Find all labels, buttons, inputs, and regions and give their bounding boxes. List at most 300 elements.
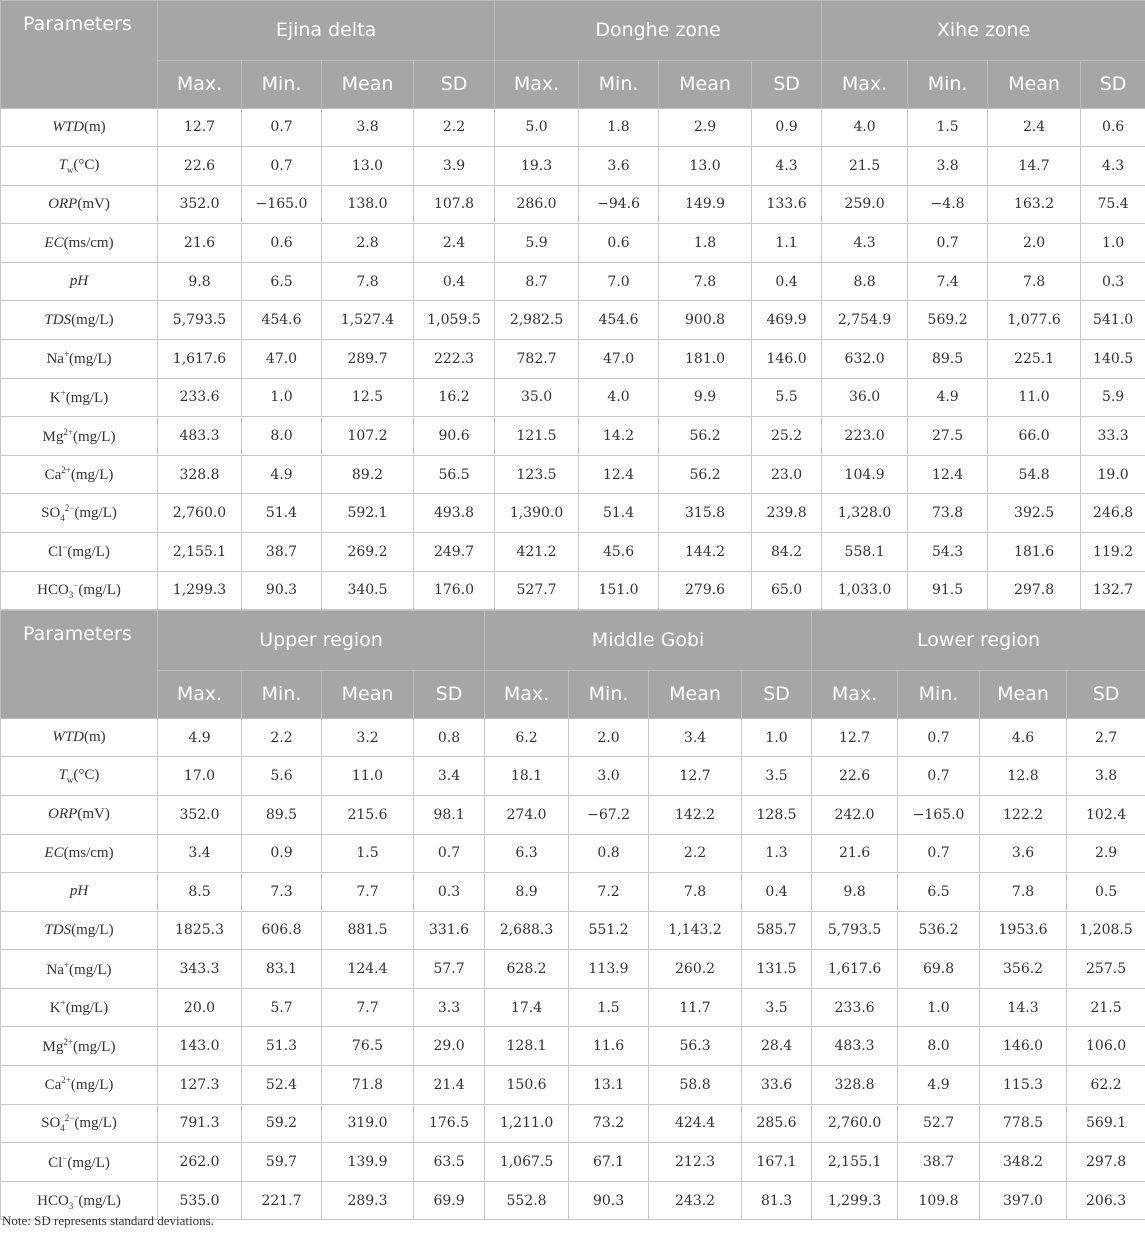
- table-cell: 45.6: [579, 533, 659, 572]
- table-row: [1, 718, 1145, 757]
- table-cell: 4.3: [752, 147, 822, 186]
- table-cell: 0.7: [414, 834, 485, 873]
- row-label: $SO_4^{2-}(mg/L)$: [1, 1104, 158, 1143]
- table-cell: 2.2: [414, 108, 495, 147]
- table-cell: 63.5: [414, 1143, 485, 1182]
- table-cell: 124.4: [322, 950, 414, 989]
- stat-header: Max.: [822, 60, 908, 108]
- table-cell: 7.8: [980, 873, 1067, 912]
- group-header: Lower region: [812, 611, 1145, 671]
- table-cell: 289.7: [322, 340, 414, 379]
- group-header: Xihe zone: [822, 1, 1145, 61]
- table-row: [1, 224, 1145, 263]
- table-cell: 56.5: [414, 455, 495, 494]
- table-cell: 12.7: [812, 718, 898, 757]
- table-cell: 6.3: [485, 834, 569, 873]
- table-cell: 38.7: [242, 533, 322, 572]
- table-cell: 123.5: [495, 455, 579, 494]
- table-cell: 297.8: [1067, 1143, 1145, 1182]
- table-cell: 11.6: [569, 1027, 649, 1066]
- table-cell: 107.8: [414, 185, 495, 224]
- table-cell: 262.0: [158, 1143, 242, 1182]
- table-cell: 628.2: [485, 950, 569, 989]
- table-cell: 149.9: [659, 185, 752, 224]
- table-cell: 3.6: [980, 834, 1067, 873]
- table-cell: 493.8: [414, 494, 495, 533]
- table-cell: −94.6: [579, 185, 659, 224]
- table-cell: 181.0: [659, 340, 752, 379]
- table-cell: 4.0: [822, 108, 908, 147]
- table-cell: 352.0: [158, 185, 242, 224]
- table-cell: 527.7: [495, 571, 579, 610]
- table-cell: 0.5: [1067, 873, 1145, 912]
- table-cell: 3.2: [322, 718, 414, 757]
- table-cell: 75.4: [1081, 185, 1145, 224]
- table-row: [1, 1104, 1145, 1143]
- table-cell: 163.2: [988, 185, 1081, 224]
- stat-header: SD: [742, 670, 812, 718]
- table-cell: 257.5: [1067, 950, 1145, 989]
- table-cell: 5,793.5: [158, 301, 242, 340]
- table-cell: 225.1: [988, 340, 1081, 379]
- stat-header: Min.: [898, 670, 980, 718]
- table-cell: 233.6: [812, 988, 898, 1027]
- table-cell: 454.6: [579, 301, 659, 340]
- table-cell: 8.0: [242, 417, 322, 456]
- table-cell: 144.2: [659, 533, 752, 572]
- table-cell: 0.6: [579, 224, 659, 263]
- table-cell: 4.6: [980, 718, 1067, 757]
- table-cell: 8.5: [158, 873, 242, 912]
- table-cell: 3.6: [579, 147, 659, 186]
- table-cell: 11.0: [988, 378, 1081, 417]
- table-cell: 2.4: [414, 224, 495, 263]
- table-2: [0, 610, 1145, 1220]
- row-label: EC(ms/cm): [1, 224, 158, 263]
- table-cell: 84.2: [752, 533, 822, 572]
- table-cell: 782.7: [495, 340, 579, 379]
- table-cell: 2.2: [242, 718, 322, 757]
- table-cell: 1,617.6: [812, 950, 898, 989]
- table-cell: 5.9: [1081, 378, 1145, 417]
- table-cell: 127.3: [158, 1066, 242, 1105]
- table-cell: 541.0: [1081, 301, 1145, 340]
- table-cell: 104.9: [822, 455, 908, 494]
- table-cell: 260.2: [649, 950, 742, 989]
- table-cell: 21.6: [812, 834, 898, 873]
- stat-header: Min.: [908, 60, 988, 108]
- table-cell: 7.8: [659, 262, 752, 301]
- table-cell: 356.2: [980, 950, 1067, 989]
- table-cell: 2,155.1: [158, 533, 242, 572]
- row-label: TDS(mg/L): [1, 301, 158, 340]
- stat-header: Min.: [242, 60, 322, 108]
- table-cell: 328.8: [812, 1066, 898, 1105]
- table-cell: 3.4: [649, 718, 742, 757]
- table-cell: 67.1: [569, 1143, 649, 1182]
- table-row: [1, 795, 1145, 834]
- table-row: [1, 1143, 1145, 1182]
- table-cell: 11.0: [322, 757, 414, 796]
- table-cell: 632.0: [822, 340, 908, 379]
- table-cell: 259.0: [822, 185, 908, 224]
- table-cell: 206.3: [1067, 1181, 1145, 1220]
- table-cell: 47.0: [579, 340, 659, 379]
- table-cell: 56.3: [649, 1027, 742, 1066]
- row-label: $HCO_3^-(mg/L)$: [1, 571, 158, 610]
- table-cell: 1.1: [752, 224, 822, 263]
- stat-header: SD: [1067, 670, 1145, 718]
- table-cell: 21.5: [822, 147, 908, 186]
- table-cell: 33.3: [1081, 417, 1145, 456]
- row-label: TDS(mg/L): [1, 911, 158, 950]
- table-cell: 1.8: [659, 224, 752, 263]
- table-cell: 35.0: [495, 378, 579, 417]
- table-cell: 1,299.3: [812, 1181, 898, 1220]
- table-cell: 7.8: [649, 873, 742, 912]
- table-cell: 249.7: [414, 533, 495, 572]
- table-cell: 16.2: [414, 378, 495, 417]
- table-row: [1, 834, 1145, 873]
- table-cell: 56.2: [659, 417, 752, 456]
- row-label: pH: [1, 262, 158, 301]
- table-row: [1, 911, 1145, 950]
- table-cell: 1,208.5: [1067, 911, 1145, 950]
- table-row: [1, 108, 1145, 147]
- table-cell: 4.3: [822, 224, 908, 263]
- table-cell: 348.2: [980, 1143, 1067, 1182]
- table-cell: 343.3: [158, 950, 242, 989]
- table-cell: 139.9: [322, 1143, 414, 1182]
- table-cell: 76.5: [322, 1027, 414, 1066]
- table-row: [1, 1066, 1145, 1105]
- table-cell: 585.7: [742, 911, 812, 950]
- parameters-header: Parameters: [1, 1, 158, 61]
- table-cell: 65.0: [752, 571, 822, 610]
- table-cell: 7.3: [242, 873, 322, 912]
- table-cell: 181.6: [988, 533, 1081, 572]
- table-cell: 150.6: [485, 1066, 569, 1105]
- table-cell: 0.4: [752, 262, 822, 301]
- table-cell: 9.8: [812, 873, 898, 912]
- table-cell: 469.9: [752, 301, 822, 340]
- table-cell: 791.3: [158, 1104, 242, 1143]
- table-cell: 107.2: [322, 417, 414, 456]
- table-cell: 592.1: [322, 494, 414, 533]
- table-row: [1, 147, 1145, 186]
- table-cell: 552.8: [485, 1181, 569, 1220]
- table-cell: 56.2: [659, 455, 752, 494]
- table-cell: 569.1: [1067, 1104, 1145, 1143]
- row-label: $HCO_3^-(mg/L)$: [1, 1181, 158, 1220]
- table-cell: 0.7: [898, 718, 980, 757]
- table-cell: 121.5: [495, 417, 579, 456]
- parameters-header-spacer: [1, 670, 158, 718]
- table-cell: 483.3: [158, 417, 242, 456]
- table-cell: 3.5: [742, 757, 812, 796]
- table-cell: 1,033.0: [822, 571, 908, 610]
- row-label: Na+(mg/L): [1, 950, 158, 989]
- table-cell: 90.3: [569, 1181, 649, 1220]
- table-cell: 122.2: [980, 795, 1067, 834]
- table-cell: 331.6: [414, 911, 485, 950]
- table-cell: 12.5: [322, 378, 414, 417]
- table-cell: 19.3: [495, 147, 579, 186]
- table-cell: 83.1: [242, 950, 322, 989]
- table-row: [1, 873, 1145, 912]
- table-cell: 242.0: [812, 795, 898, 834]
- table-cell: 352.0: [158, 795, 242, 834]
- table-cell: 131.5: [742, 950, 812, 989]
- table-cell: 1.8: [579, 108, 659, 147]
- table-cell: 315.8: [659, 494, 752, 533]
- table-cell: 246.8: [1081, 494, 1145, 533]
- table-row: [1, 262, 1145, 301]
- row-label: K+(mg/L): [1, 378, 158, 417]
- table-cell: 606.8: [242, 911, 322, 950]
- table-cell: 5.6: [242, 757, 322, 796]
- table-cell: 29.0: [414, 1027, 485, 1066]
- table-cell: 8.7: [495, 262, 579, 301]
- table-cell: 1,067.5: [485, 1143, 569, 1182]
- table-cell: 1,143.2: [649, 911, 742, 950]
- table-cell: 2,760.0: [812, 1104, 898, 1143]
- stat-header: SD: [1081, 60, 1145, 108]
- table-row: [1, 301, 1145, 340]
- row-label: WTD(m): [1, 718, 158, 757]
- table-cell: 2,982.5: [495, 301, 579, 340]
- table-cell: 9.9: [659, 378, 752, 417]
- table-cell: 4.0: [579, 378, 659, 417]
- table-cell: 73.2: [569, 1104, 649, 1143]
- table-cell: 3.8: [908, 147, 988, 186]
- table-cell: 151.0: [579, 571, 659, 610]
- table-cell: 900.8: [659, 301, 752, 340]
- table-cell: 421.2: [495, 533, 579, 572]
- stat-header: Max.: [495, 60, 579, 108]
- table-cell: 1.5: [569, 988, 649, 1027]
- table-row: [1, 455, 1145, 494]
- table-cell: 454.6: [242, 301, 322, 340]
- row-label: EC(ms/cm): [1, 834, 158, 873]
- table-cell: 233.6: [158, 378, 242, 417]
- table-cell: 535.0: [158, 1181, 242, 1220]
- table-cell: 38.7: [898, 1143, 980, 1182]
- stat-header: SD: [414, 60, 495, 108]
- stat-header: SD: [414, 670, 485, 718]
- group-header: Ejina delta: [158, 1, 495, 61]
- table-cell: 13.0: [659, 147, 752, 186]
- table-cell: 54.3: [908, 533, 988, 572]
- stat-header: SD: [752, 60, 822, 108]
- table-cell: 52.7: [898, 1104, 980, 1143]
- table-cell: 4.9: [158, 718, 242, 757]
- table-cell: 1,390.0: [495, 494, 579, 533]
- table-cell: 0.7: [242, 147, 322, 186]
- table-cell: 22.6: [158, 147, 242, 186]
- table-cell: 109.8: [898, 1181, 980, 1220]
- table-cell: 223.0: [822, 417, 908, 456]
- table-cell: 778.5: [980, 1104, 1067, 1143]
- table-note: Note: SD represents standard deviations.: [2, 1213, 214, 1228]
- table-cell: 62.2: [1067, 1066, 1145, 1105]
- table-cell: 1,527.4: [322, 301, 414, 340]
- row-label: $Ca^{2+}(mg/L)$: [1, 1066, 158, 1105]
- table-cell: 17.4: [485, 988, 569, 1027]
- table-cell: 57.7: [414, 950, 485, 989]
- table-cell: 0.7: [898, 757, 980, 796]
- table-cell: 0.6: [242, 224, 322, 263]
- table-cell: 2.0: [988, 224, 1081, 263]
- table-cell: 2.0: [569, 718, 649, 757]
- row-label: $Mg^{2+}(mg/L)$: [1, 417, 158, 456]
- table-cell: 20.0: [158, 988, 242, 1027]
- stat-header: Max.: [158, 670, 242, 718]
- table-cell: 23.0: [752, 455, 822, 494]
- table-cell: 1825.3: [158, 911, 242, 950]
- table-1: [0, 0, 1145, 610]
- table-cell: 0.7: [898, 834, 980, 873]
- stat-header: Mean: [988, 60, 1081, 108]
- table-cell: 81.3: [742, 1181, 812, 1220]
- table-cell: 51.3: [242, 1027, 322, 1066]
- stat-header: Mean: [322, 670, 414, 718]
- table-row: [1, 185, 1145, 224]
- table-cell: 212.3: [649, 1143, 742, 1182]
- table-cell: 1.3: [742, 834, 812, 873]
- table-cell: 133.6: [752, 185, 822, 224]
- table-cell: 2.9: [1067, 834, 1145, 873]
- table-cell: 3.0: [569, 757, 649, 796]
- stat-header: Mean: [980, 670, 1067, 718]
- stat-header: Min.: [579, 60, 659, 108]
- table-cell: 558.1: [822, 533, 908, 572]
- row-label: Cl−(mg/L): [1, 1143, 158, 1182]
- table-cell: 176.0: [414, 571, 495, 610]
- table-cell: 128.1: [485, 1027, 569, 1066]
- table-cell: 89.5: [908, 340, 988, 379]
- stat-header: Min.: [569, 670, 649, 718]
- table-cell: 2,155.1: [812, 1143, 898, 1182]
- table-row: [1, 417, 1145, 456]
- table-cell: 0.9: [242, 834, 322, 873]
- table-cell: 22.6: [812, 757, 898, 796]
- table-cell: 269.2: [322, 533, 414, 572]
- stat-header: Min.: [242, 670, 322, 718]
- table-cell: 1,328.0: [822, 494, 908, 533]
- table-cell: 13.1: [569, 1066, 649, 1105]
- table-cell: 0.8: [414, 718, 485, 757]
- table-cell: 7.7: [322, 873, 414, 912]
- table-cell: 12.8: [980, 757, 1067, 796]
- table-cell: 1.0: [242, 378, 322, 417]
- table-cell: 52.4: [242, 1066, 322, 1105]
- table-cell: 4.9: [242, 455, 322, 494]
- table-cell: 3.3: [414, 988, 485, 1027]
- table-cell: 1,299.3: [158, 571, 242, 610]
- table-cell: 5.7: [242, 988, 322, 1027]
- table-cell: −67.2: [569, 795, 649, 834]
- table-cell: 1.0: [1081, 224, 1145, 263]
- table-cell: 274.0: [485, 795, 569, 834]
- table-cell: 11.7: [649, 988, 742, 1027]
- table-row: [1, 533, 1145, 572]
- row-label: pH: [1, 873, 158, 912]
- table-row: [1, 494, 1145, 533]
- table-cell: 7.8: [988, 262, 1081, 301]
- row-label: ORP(mV): [1, 795, 158, 834]
- table-cell: 102.4: [1067, 795, 1145, 834]
- table-cell: 115.3: [980, 1066, 1067, 1105]
- row-label: $SO_4^{2-}(mg/L)$: [1, 494, 158, 533]
- table-row: [1, 571, 1145, 610]
- table-cell: 59.7: [242, 1143, 322, 1182]
- stat-header: Max.: [485, 670, 569, 718]
- table-cell: 0.3: [414, 873, 485, 912]
- table-cell: 21.4: [414, 1066, 485, 1105]
- table-cell: 69.8: [898, 950, 980, 989]
- table-cell: 13.0: [322, 147, 414, 186]
- table-cell: 12.7: [649, 757, 742, 796]
- table-cell: 4.9: [898, 1066, 980, 1105]
- table-row: [1, 378, 1145, 417]
- table-cell: 222.3: [414, 340, 495, 379]
- table-cell: 5.0: [495, 108, 579, 147]
- table-cell: 12.7: [158, 108, 242, 147]
- table-cell: 3.9: [414, 147, 495, 186]
- table-cell: 59.2: [242, 1104, 322, 1143]
- table-cell: 4.9: [908, 378, 988, 417]
- table-cell: 239.8: [752, 494, 822, 533]
- table-cell: 54.8: [988, 455, 1081, 494]
- table-cell: 106.0: [1067, 1027, 1145, 1066]
- table-cell: 51.4: [242, 494, 322, 533]
- table-row: [1, 988, 1145, 1027]
- table-cell: 51.4: [579, 494, 659, 533]
- table-cell: 0.7: [242, 108, 322, 147]
- table-cell: 98.1: [414, 795, 485, 834]
- table-cell: 113.9: [569, 950, 649, 989]
- table-cell: 5.9: [495, 224, 579, 263]
- stat-header: Mean: [659, 60, 752, 108]
- table-cell: 1.5: [908, 108, 988, 147]
- row-label: $Ca^{2+}(mg/L)$: [1, 455, 158, 494]
- table-cell: 167.1: [742, 1143, 812, 1182]
- table-cell: 4.3: [1081, 147, 1145, 186]
- table-cell: 7.2: [569, 873, 649, 912]
- parameters-header: Parameters: [1, 611, 158, 671]
- table-cell: 2.7: [1067, 718, 1145, 757]
- table-cell: 279.6: [659, 571, 752, 610]
- table-cell: 881.5: [322, 911, 414, 950]
- table-cell: 27.5: [908, 417, 988, 456]
- table-cell: 483.3: [812, 1027, 898, 1066]
- stat-header: Mean: [649, 670, 742, 718]
- table-row: [1, 1027, 1145, 1066]
- table-cell: 8.8: [822, 262, 908, 301]
- table-cell: 328.8: [158, 455, 242, 494]
- table-cell: 1,059.5: [414, 301, 495, 340]
- row-label: $T_w(^\circ C)$: [1, 147, 158, 186]
- table-cell: 0.6: [1081, 108, 1145, 147]
- table-cell: 1.5: [322, 834, 414, 873]
- table-cell: 89.5: [242, 795, 322, 834]
- table-cell: 536.2: [898, 911, 980, 950]
- table-cell: 1953.6: [980, 911, 1067, 950]
- table-cell: 1,077.6: [988, 301, 1081, 340]
- table-cell: 119.2: [1081, 533, 1145, 572]
- table-cell: 69.9: [414, 1181, 485, 1220]
